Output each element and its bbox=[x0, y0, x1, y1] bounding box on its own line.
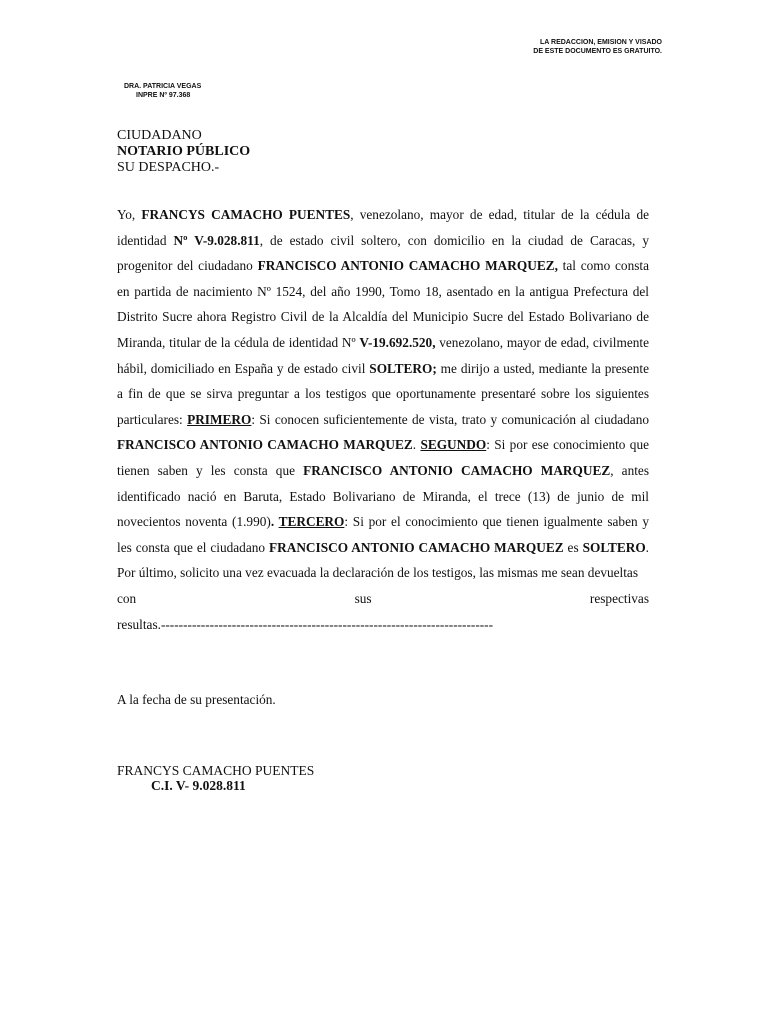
son-name-4: FRANCISCO ANTONIO CAMACHO MARQUEZ bbox=[269, 539, 564, 555]
note-line-2: DE ESTE DOCUMENTO ES GRATUITO. bbox=[533, 48, 662, 55]
lawyer-header bbox=[124, 82, 201, 100]
applicant-ci: Nº V-9.028.811 bbox=[173, 232, 260, 248]
document-body bbox=[117, 202, 649, 637]
note-line-1: LA REDACCION, EMISION Y VISADO bbox=[540, 39, 662, 46]
civil-status-1: SOLTERO; bbox=[369, 360, 437, 376]
closing-line: A la fecha de su presentación. bbox=[117, 692, 276, 707]
lawyer-inpre: INPRE Nº 97.368 bbox=[136, 92, 191, 99]
tercero-heading: TERCERO bbox=[278, 514, 345, 530]
gratuity-note bbox=[533, 38, 662, 56]
addressee-block bbox=[117, 128, 250, 176]
signer-ci: C.I. V- 9.028.811 bbox=[151, 778, 246, 793]
addressee-line-1: CIUDADANO bbox=[117, 128, 202, 143]
civil-status-2: SOLTERO bbox=[582, 539, 646, 555]
spread-line: con sus respectivas bbox=[117, 590, 649, 606]
main-paragraph: Yo, FRANCYS CAMACHO PUENTES, venezolano, mayor de edad, titular de la cédula de identidad Nº V-9.028.811, de estado civil soltero, con domicilio en la ciudad de Caracas, y progenitor del ciudadano FRANCISCO ANTONIO CAMACHO MARQUEZ, tal como consta en partida de nacimiento Nº 1524, del año 1990, Tomo 18, asentado en la antigua Prefectura del Distrito Sucre ahora Registro Civil de la Alcaldía del Municipio Sucre del Estado Bolivariano de Miranda, titular de la cédula de identidad Nº V-19.692.520, venezolano, mayor de edad, civilmente hábil, domiciliado en España y de estado civil SOLTERO; me dirijo a usted, mediante la presente a fin de que se sirva preguntar a los testigos que oportunamente presentaré sobre los siguientes particulares: PRIMERO: Si conocen suficientemente de vista, trato y comunicación al ciudadano FRANCISCO ANTONIO CAMACHO MARQUEZ. SEGUNDO: Si por ese conocimiento que tienen saben y les consta que FRANCISCO ANTONIO CAMACHO MARQUEZ, antes identificado nació en Baruta, Estado Bolivariano de Miranda, el trece (13) de junio de mil novecientos noventa (1.990). TERCERO: Si por el conocimiento que tienen igualmente saben y les consta que el ciudadano FRANCISCO ANTONIO CAMACHO MARQUEZ es SOLTERO. Por último, solicito una vez evacuada la declaración de los testigos, las mismas me sean devueltas bbox=[117, 207, 650, 581]
son-name-3: FRANCISCO ANTONIO CAMACHO MARQUEZ bbox=[303, 462, 611, 478]
signature-block bbox=[117, 763, 314, 793]
addressee-line-3: SU DESPACHO.- bbox=[117, 160, 220, 175]
addressee-line-2: NOTARIO PÚBLICO bbox=[117, 144, 251, 159]
primero-heading: PRIMERO bbox=[187, 411, 252, 427]
lawyer-name: DRA. PATRICIA VEGAS bbox=[124, 83, 202, 90]
signer-name: FRANCYS CAMACHO PUENTES bbox=[117, 763, 315, 778]
segundo-heading: SEGUNDO bbox=[420, 437, 487, 453]
resultas-line: resultas.--------------------------------------------------------------------------- bbox=[117, 616, 494, 632]
applicant-name: FRANCYS CAMACHO PUENTES bbox=[141, 207, 351, 222]
son-name-2: FRANCISCO ANTONIO CAMACHO MARQUEZ bbox=[117, 437, 413, 453]
son-ci: V-19.692.520, bbox=[359, 334, 436, 350]
son-name: FRANCISCO ANTONIO CAMACHO MARQUEZ, bbox=[257, 258, 558, 274]
